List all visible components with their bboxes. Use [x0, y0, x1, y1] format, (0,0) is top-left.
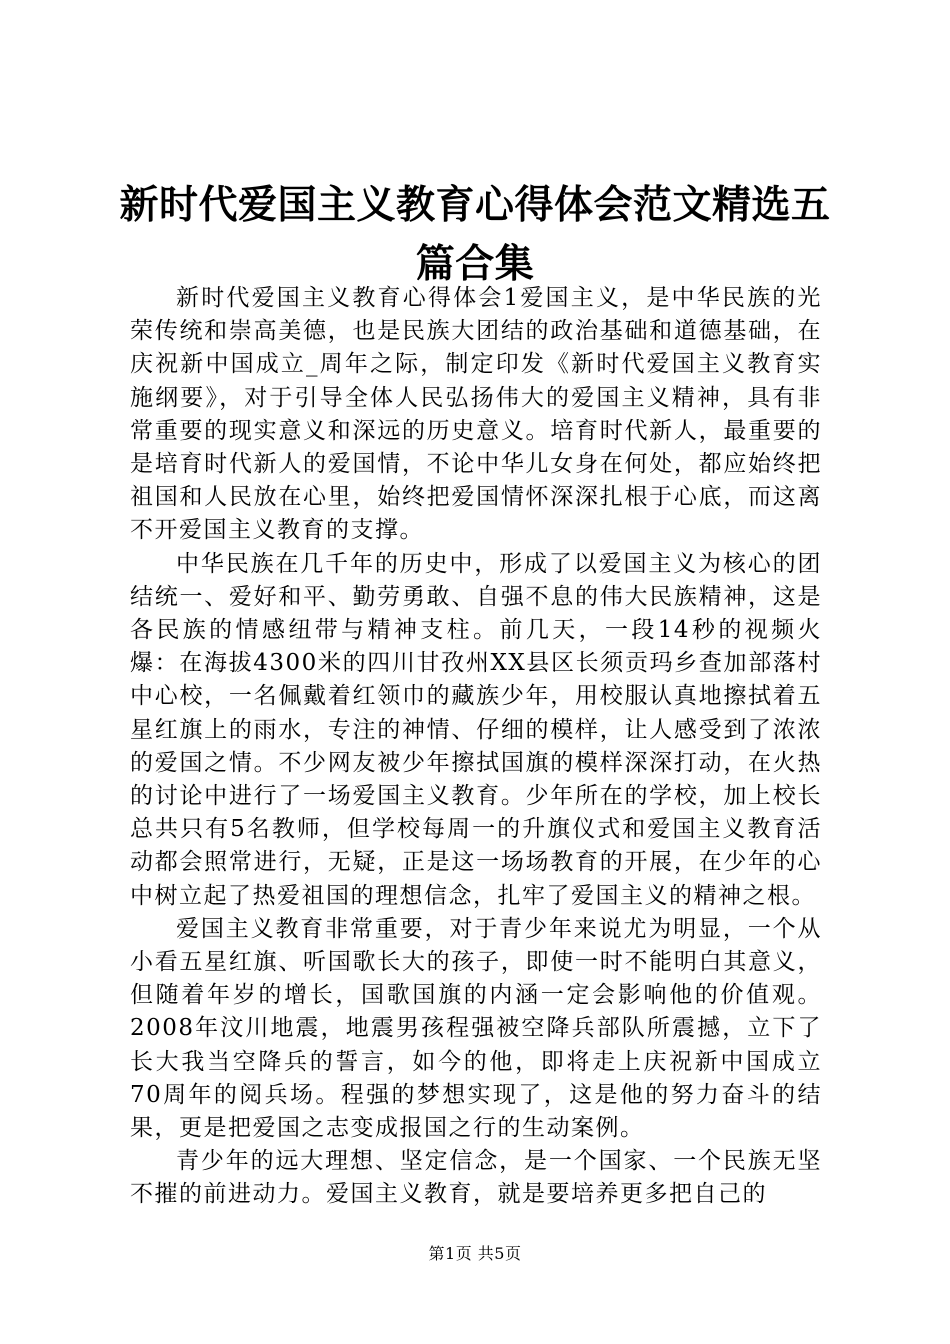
paragraph-3: 爱国主义教育非常重要，对于青少年来说尤为明显，一个从小看五星红旗、听国歌长大的孩子，即使一时不能明白其意义，但随着年岁的增长，国歌国旗的内涵一定会影响他的价值观。2008年汶川地震，地震男孩程强被空降兵部队所震撼，立下了长大我当空降兵的誓言，如今的他，即将走上庆祝新中国成立70周年的阅兵场。程强的梦想实现了，这是他的努力奋斗的结果，更是把爱国之志变成报国之行的生动案例。	[130, 915, 822, 1142]
document-body	[130, 282, 822, 1212]
paragraph-4: 青少年的远大理想、坚定信念，是一个国家、一个民族无坚不摧的前进动力。爱国主义教育，就是要培养更多把自己的	[130, 1148, 822, 1208]
page-footer: 第1页 共5页	[428, 1244, 522, 1263]
paragraph-2: 中华民族在几千年的历史中，形成了以爱国主义为核心的团结统一、爱好和平、勤劳勇敢、自强不息的伟大民族精神，这是各民族的情感纽带与精神支柱。前几天，一段14秒的视频火爆：在海拔4300米的四川甘孜州XX县区长须贡玛乡查加部落村中心校，一名佩戴着红领巾的藏族少年，用校服认真地擦拭着五星红旗上的雨水，专注的神情、仔细的模样，让人感受到了浓浓的爱国之情。不少网友被少年擦拭国旗的模样深深打动，在火热的讨论中进行了一场爱国主义教育。少年所在的学校，加上校长总共只有5名教师，但学校每周一的升旗仪式和爱国主义教育活动都会照常进行，无疑，正是这一场场教育的开展，在少年的心中树立起了热爱祖国的理想信念，扎牢了爱国主义的精神之根。	[130, 550, 822, 909]
paragraph-1: 新时代爱国主义教育心得体会1爱国主义，是中华民族的光荣传统和崇高美德，也是民族大团结的政治基础和道德基础，在庆祝新中国成立_周年之际，制定印发《新时代爱国主义教育实施纲要》，对于引导全体人民弘扬伟大的爱国主义精神，具有非常重要的现实意义和深远的历史意义。培育时代新人，最重要的是培育时代新人的爱国情，不论中华儿女身在何处，都应始终把祖国和人民放在心里，始终把爱国情怀深深扎根于心底，而这离不开爱国主义教育的支撑。	[130, 285, 822, 544]
document-title: 新时代爱国主义教育心得体会范文精选五篇合集	[119, 183, 831, 287]
